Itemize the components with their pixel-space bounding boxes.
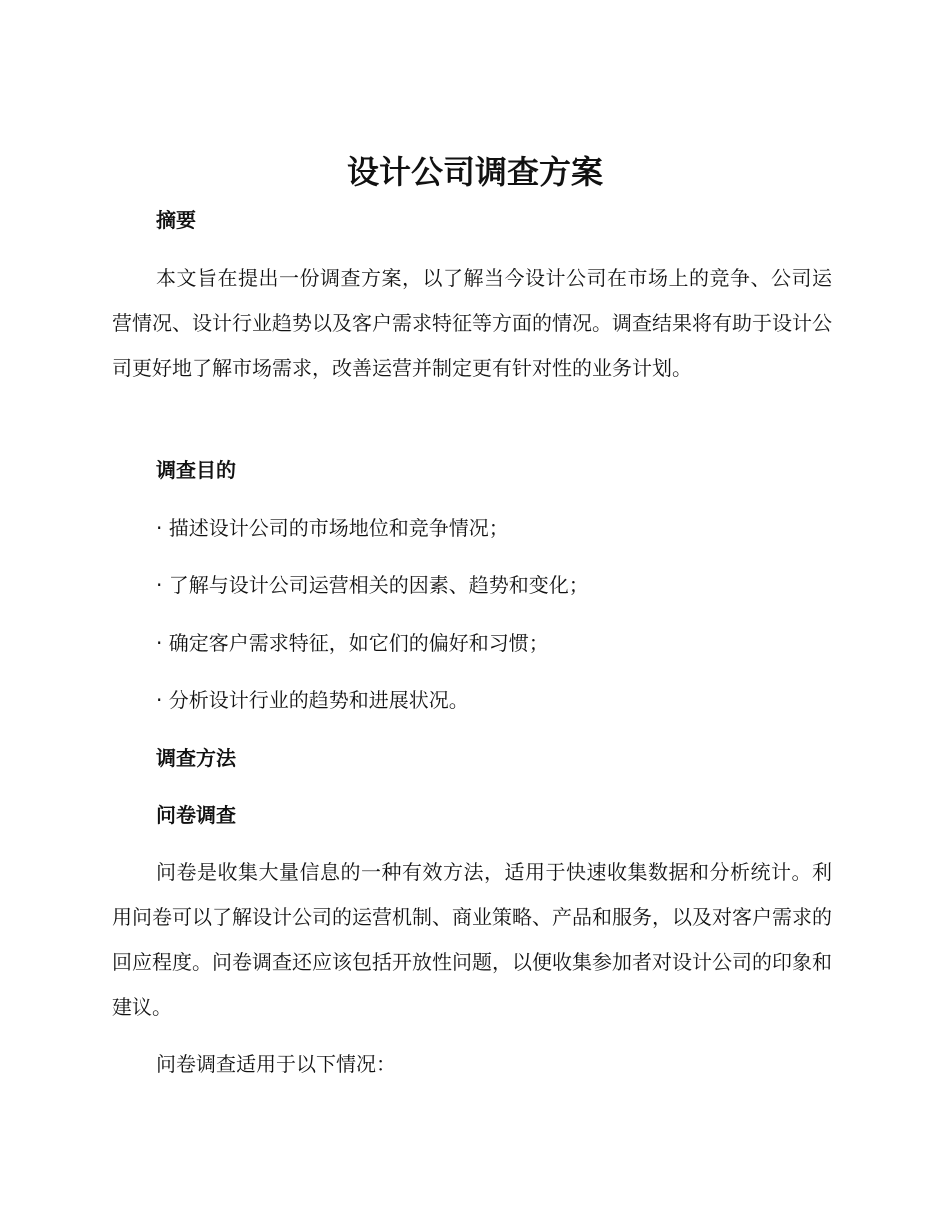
abstract-heading: 摘要 xyxy=(156,208,196,232)
purpose-item: · 了解与设计公司运营相关的因素、趋势和变化； xyxy=(156,573,589,597)
questionnaire-paragraph: 问卷是收集大量信息的一种有效方法，适用于快速收集数据和分析统计。利用问卷可以了解设计公司的运营机制、商业策略、产品和服务，以及对客户需求的回应程度。问卷调查还应该包括开放性问题，以便收集参加者对设计公司的印象和建议。 xyxy=(112,860,832,1019)
method-heading: 调查方法 xyxy=(156,746,236,770)
questionnaire-applicable: 问卷调查适用于以下情况： xyxy=(156,1052,396,1076)
questionnaire-heading: 问卷调查 xyxy=(156,803,236,827)
purpose-item: · 分析设计行业的趋势和进展状况。 xyxy=(156,688,469,712)
abstract-paragraph: 本文旨在提出一份调查方案，以了解当今设计公司在市场上的竞争、公司运营情况、设计行业趋势以及客户需求特征等方面的情况。调查结果将有助于设计公司更好地了解市场需求，改善运营并制定更有针对性的业务计划。 xyxy=(112,266,832,380)
document-title: 设计公司调查方案 xyxy=(346,153,603,191)
purpose-heading: 调查目的 xyxy=(156,458,236,482)
purpose-item: · 确定客户需求特征，如它们的偏好和习惯； xyxy=(156,631,549,655)
purpose-item: · 描述设计公司的市场地位和竞争情况； xyxy=(156,516,509,540)
